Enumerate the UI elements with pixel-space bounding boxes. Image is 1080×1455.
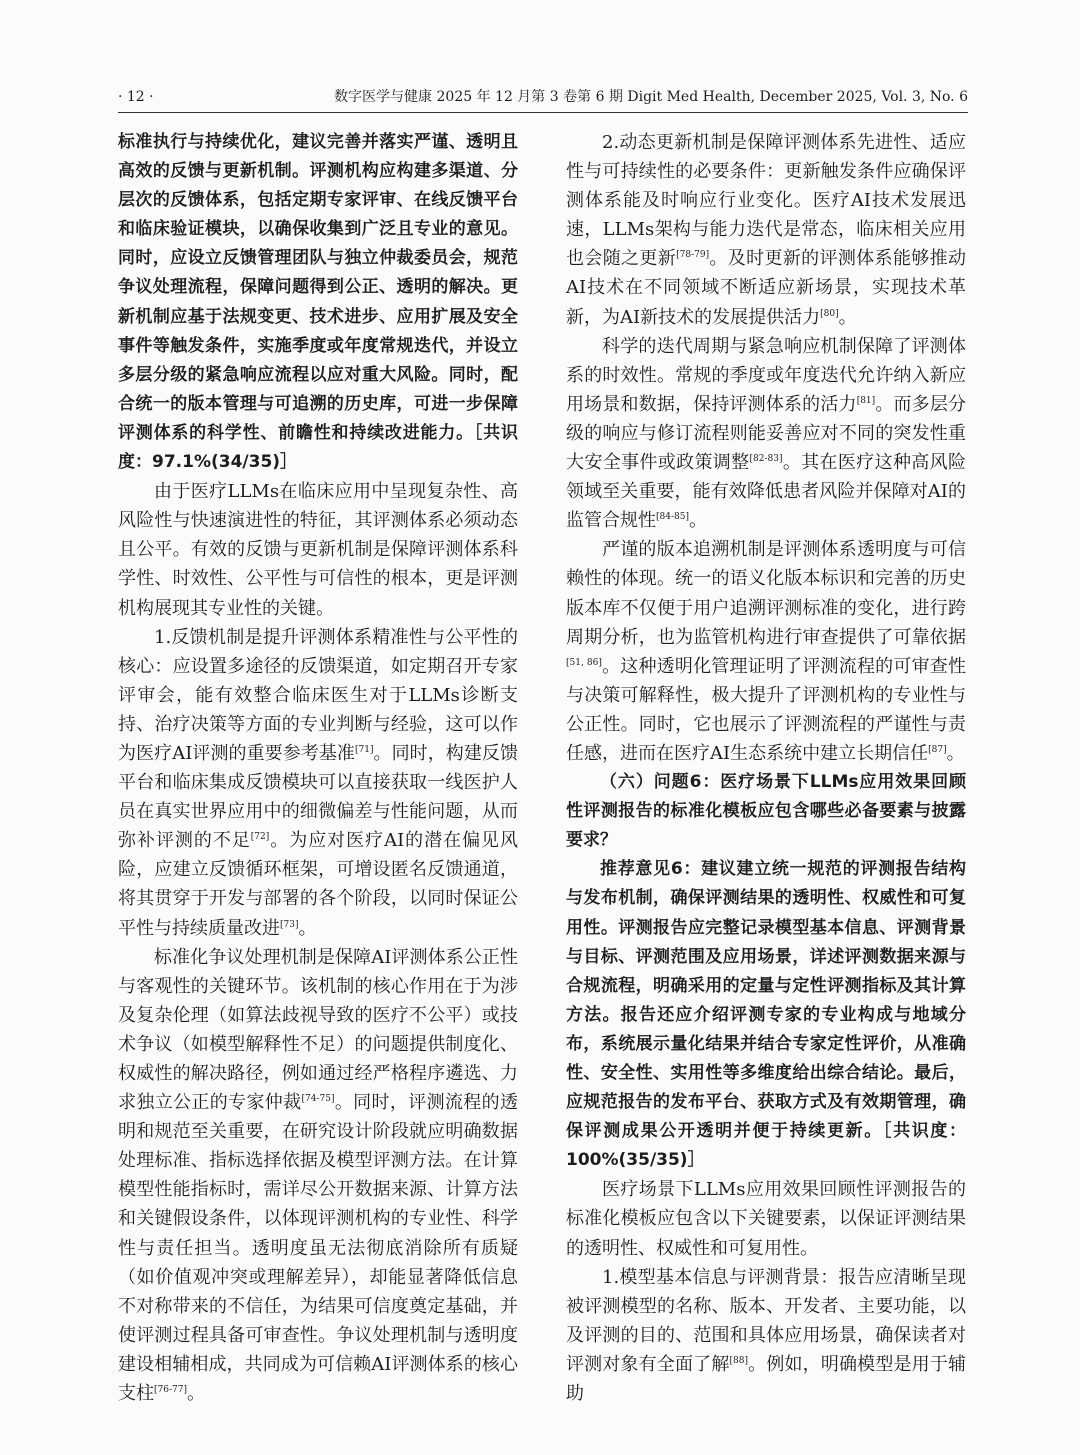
- text-segment: 。: [946, 742, 965, 764]
- citation-ref: [81]: [856, 395, 876, 406]
- citation-ref: [87]: [928, 744, 947, 755]
- text-segment: 。这种透明化管理证明了评测流程的可审查性与决策可解释性，极大提升了评测机构的专业性与公正性。同时，它也展示了评测流程的严谨性与责任感，进而在医疗AI生态系统中建立长期信任: [566, 655, 966, 764]
- left-column: [118, 128, 518, 1408]
- paragraph-model-info: [566, 1263, 966, 1408]
- citation-ref: [76-77]: [154, 1385, 187, 1396]
- citation-ref: [82-83]: [749, 454, 783, 465]
- paragraph-version-tracking: [566, 535, 966, 768]
- citation-ref: [72]: [250, 832, 270, 843]
- text-segment: 标准化争议处理机制是保障AI评测体系公正性与客观性的关键环节。该机制的核心作用在于为涉及复杂伦理（如算法歧视导致的医疗不公平）或技术争议（如模型解释性不足）的问题提供制度化、权威性的解决路径，例如通过经严格程序遴选、力求独立公正的专家仲裁: [118, 946, 518, 1114]
- text-segment: 1.反馈机制是提升评测体系精准性与公平性的核心：应设置多途径的反馈渠道，如定期召开专家评审会，能有效整合临床医生对于LLMs诊断支持、治疗决策等方面的专业判断与经验，这可以作为医疗AI评测的重要参考基准: [118, 626, 518, 764]
- citation-ref: [78-79]: [676, 250, 710, 261]
- page-number: · 12 ·: [118, 89, 154, 105]
- citation-ref: [71]: [354, 744, 374, 755]
- citation-ref: [74-75]: [301, 1094, 335, 1105]
- running-header: [118, 86, 968, 113]
- citation-ref: [84-85]: [656, 512, 689, 523]
- text-segment: 。: [186, 1383, 205, 1405]
- text-segment: 。同时，构建反馈平台和临床集成反馈模块可以直接获取一线医护人员在真实世界应用中的细微偏差与性能问题，从而弥补评测的不足: [118, 742, 519, 852]
- recommendation-6: 推荐意见6：建议建立统一规范的评测报告结构与发布机制，确保评测结果的透明性、权威性和可复用性。评测报告应完整记录模型基本信息、评测背景与目标、评测范围及应用场景，详述评测数据来源与合规流程，明确采用的定量与定性评测指标及其计算方法。报告还应介绍评测专家的专业构成与地域分布，系统展示量化结果并结合专家定性评价，从准确性、安全性、实用性等多维度给出综合结论。最后，应规范报告的发布平台、获取方式及有效期管理，确保评测成果公开透明并便于持续更新。［共识度：100%(35/35)］: [566, 859, 966, 1171]
- text-segment: 。: [298, 917, 317, 939]
- text-segment: 。: [688, 510, 707, 532]
- citation-ref: [73]: [280, 919, 299, 930]
- text-segment: 。其在医疗这种高风险领域至关重要，能有效降低患者风险并保障对AI的监管合规性: [566, 452, 966, 532]
- section-heading-question-6: （六）问题6：医疗场景下LLMs应用效果回顾性评测报告的标准化模板应包含哪些必备要素与披露要求？: [566, 772, 966, 851]
- text-segment: 科学的迭代周期与紧急响应机制保障了评测体系的时效性。常规的季度或年度迭代允许纳入新应用场景和数据，保持评测体系的活力: [566, 335, 966, 415]
- text-segment: 。为应对医疗AI的潜在偏见风险，应建立反馈循环框架，可增设匿名反馈通道，将其贯穿于开发与部署的各个阶段，以同时保证公平性与持续质量改进: [118, 830, 519, 939]
- citation-ref: [51, 86]: [566, 657, 602, 668]
- right-column: [566, 128, 966, 1408]
- text-segment: 。而多层分级的响应与修订流程则能妥善应对不同的突发性重大安全事件或政策调整: [566, 393, 967, 474]
- text-segment: 。同时，评测流程的透明和规范至关重要，在研究设计阶段就应明确数据处理标准、指标选择依据及模型评测方法。在计算模型性能指标时，需详尽公开数据来源、计算方法和关键假设条件，以体现评测机构的专业性、科学性与责任担当。透明度虽无法彻底消除所有质疑（如价值观冲突或理解差异），却能显著降低信息不对称带来的不信任，为结果可信度奠定基础，并使评测过程具备可审查性。争议处理机制与透明度建设相辅相成，共同成为可信赖AI评测体系的核心支柱: [118, 1092, 518, 1405]
- text-segment: 。例如，明确模型是用于辅助: [566, 1353, 967, 1405]
- text-segment: 1.模型基本信息与评测背景：报告应清晰呈现被评测模型的名称、版本、开发者、主要功能，以及评测的目的、范围和具体应用场景，确保读者对评测对象有全面了解: [566, 1266, 966, 1375]
- paragraph-iteration-cycle: [566, 332, 966, 536]
- paragraph-dynamic-update: [566, 128, 966, 332]
- paragraph: 由于医疗LLMs在临床应用中呈现复杂性、高风险性与快速演进性的特征，其评测体系必须动态且公平。有效的反馈与更新机制是保障评测体系科学性、时效性、公平性与可信性的根本，更是评测机构展现其专业性的关键。: [118, 481, 518, 619]
- recommendation-5-continuation: 标准执行与持续优化，建议完善并落实严谨、透明且高效的反馈与更新机制。评测机构应构建多渠道、分层次的反馈体系，包括定期专家评审、在线反馈平台和临床验证模块，以确保收集到广泛且专业的意见。同时，应设立反馈管理团队与独立仲裁委员会，规范争议处理流程，保障问题得到公正、透明的解决。更新机制应基于法规变更、技术进步、应用扩展及安全事件等触发条件，实施季度或年度常规迭代，并设立多层分级的紧急响应流程以应对重大风险。同时，配合统一的版本管理与可追溯的历史库，可进一步保障评测体系的科学性、前瞻性和持续改进能力。［共识度：97.1%(34/35)］: [118, 132, 518, 473]
- text-segment: 。: [838, 306, 857, 328]
- journal-info: 数字医学与健康 2025 年 12 月第 3 卷第 6 期 Digit Med Health, December 2025, Vol. 3, No. 6: [334, 89, 968, 105]
- paragraph: 医疗场景下LLMs应用效果回顾性评测报告的标准化模板应包含以下关键要素，以保证评测结果的透明性、权威性和可复用性。: [566, 1179, 966, 1259]
- text-segment: 。及时更新的评测体系能够推动AI技术在不同领域不断适应新场景，实现技术革新，为AI新技术的发展提供活力: [566, 248, 966, 328]
- text-segment: 严谨的版本追溯机制是评测体系透明度与可信赖性的体现。统一的语义化版本标识和完善的历史版本库不仅便于用户追溯评测标准的变化，进行跨周期分析，也为监管机构进行审查提供了可靠依据: [566, 539, 966, 648]
- text-segment: 2.动态更新机制是保障评测体系先进性、适应性与可持续性的必要条件：更新触发条件应确保评测体系能及时响应行业变化。医疗AI技术发展迅速，LLMs架构与能力迭代是常态，临床相关应用也会随之更新: [566, 132, 966, 270]
- citation-ref: [80]: [820, 308, 839, 319]
- paragraph-dispute-handling: [118, 943, 518, 1409]
- citation-ref: [88]: [729, 1355, 748, 1366]
- paragraph-feedback-mechanism: [118, 623, 518, 943]
